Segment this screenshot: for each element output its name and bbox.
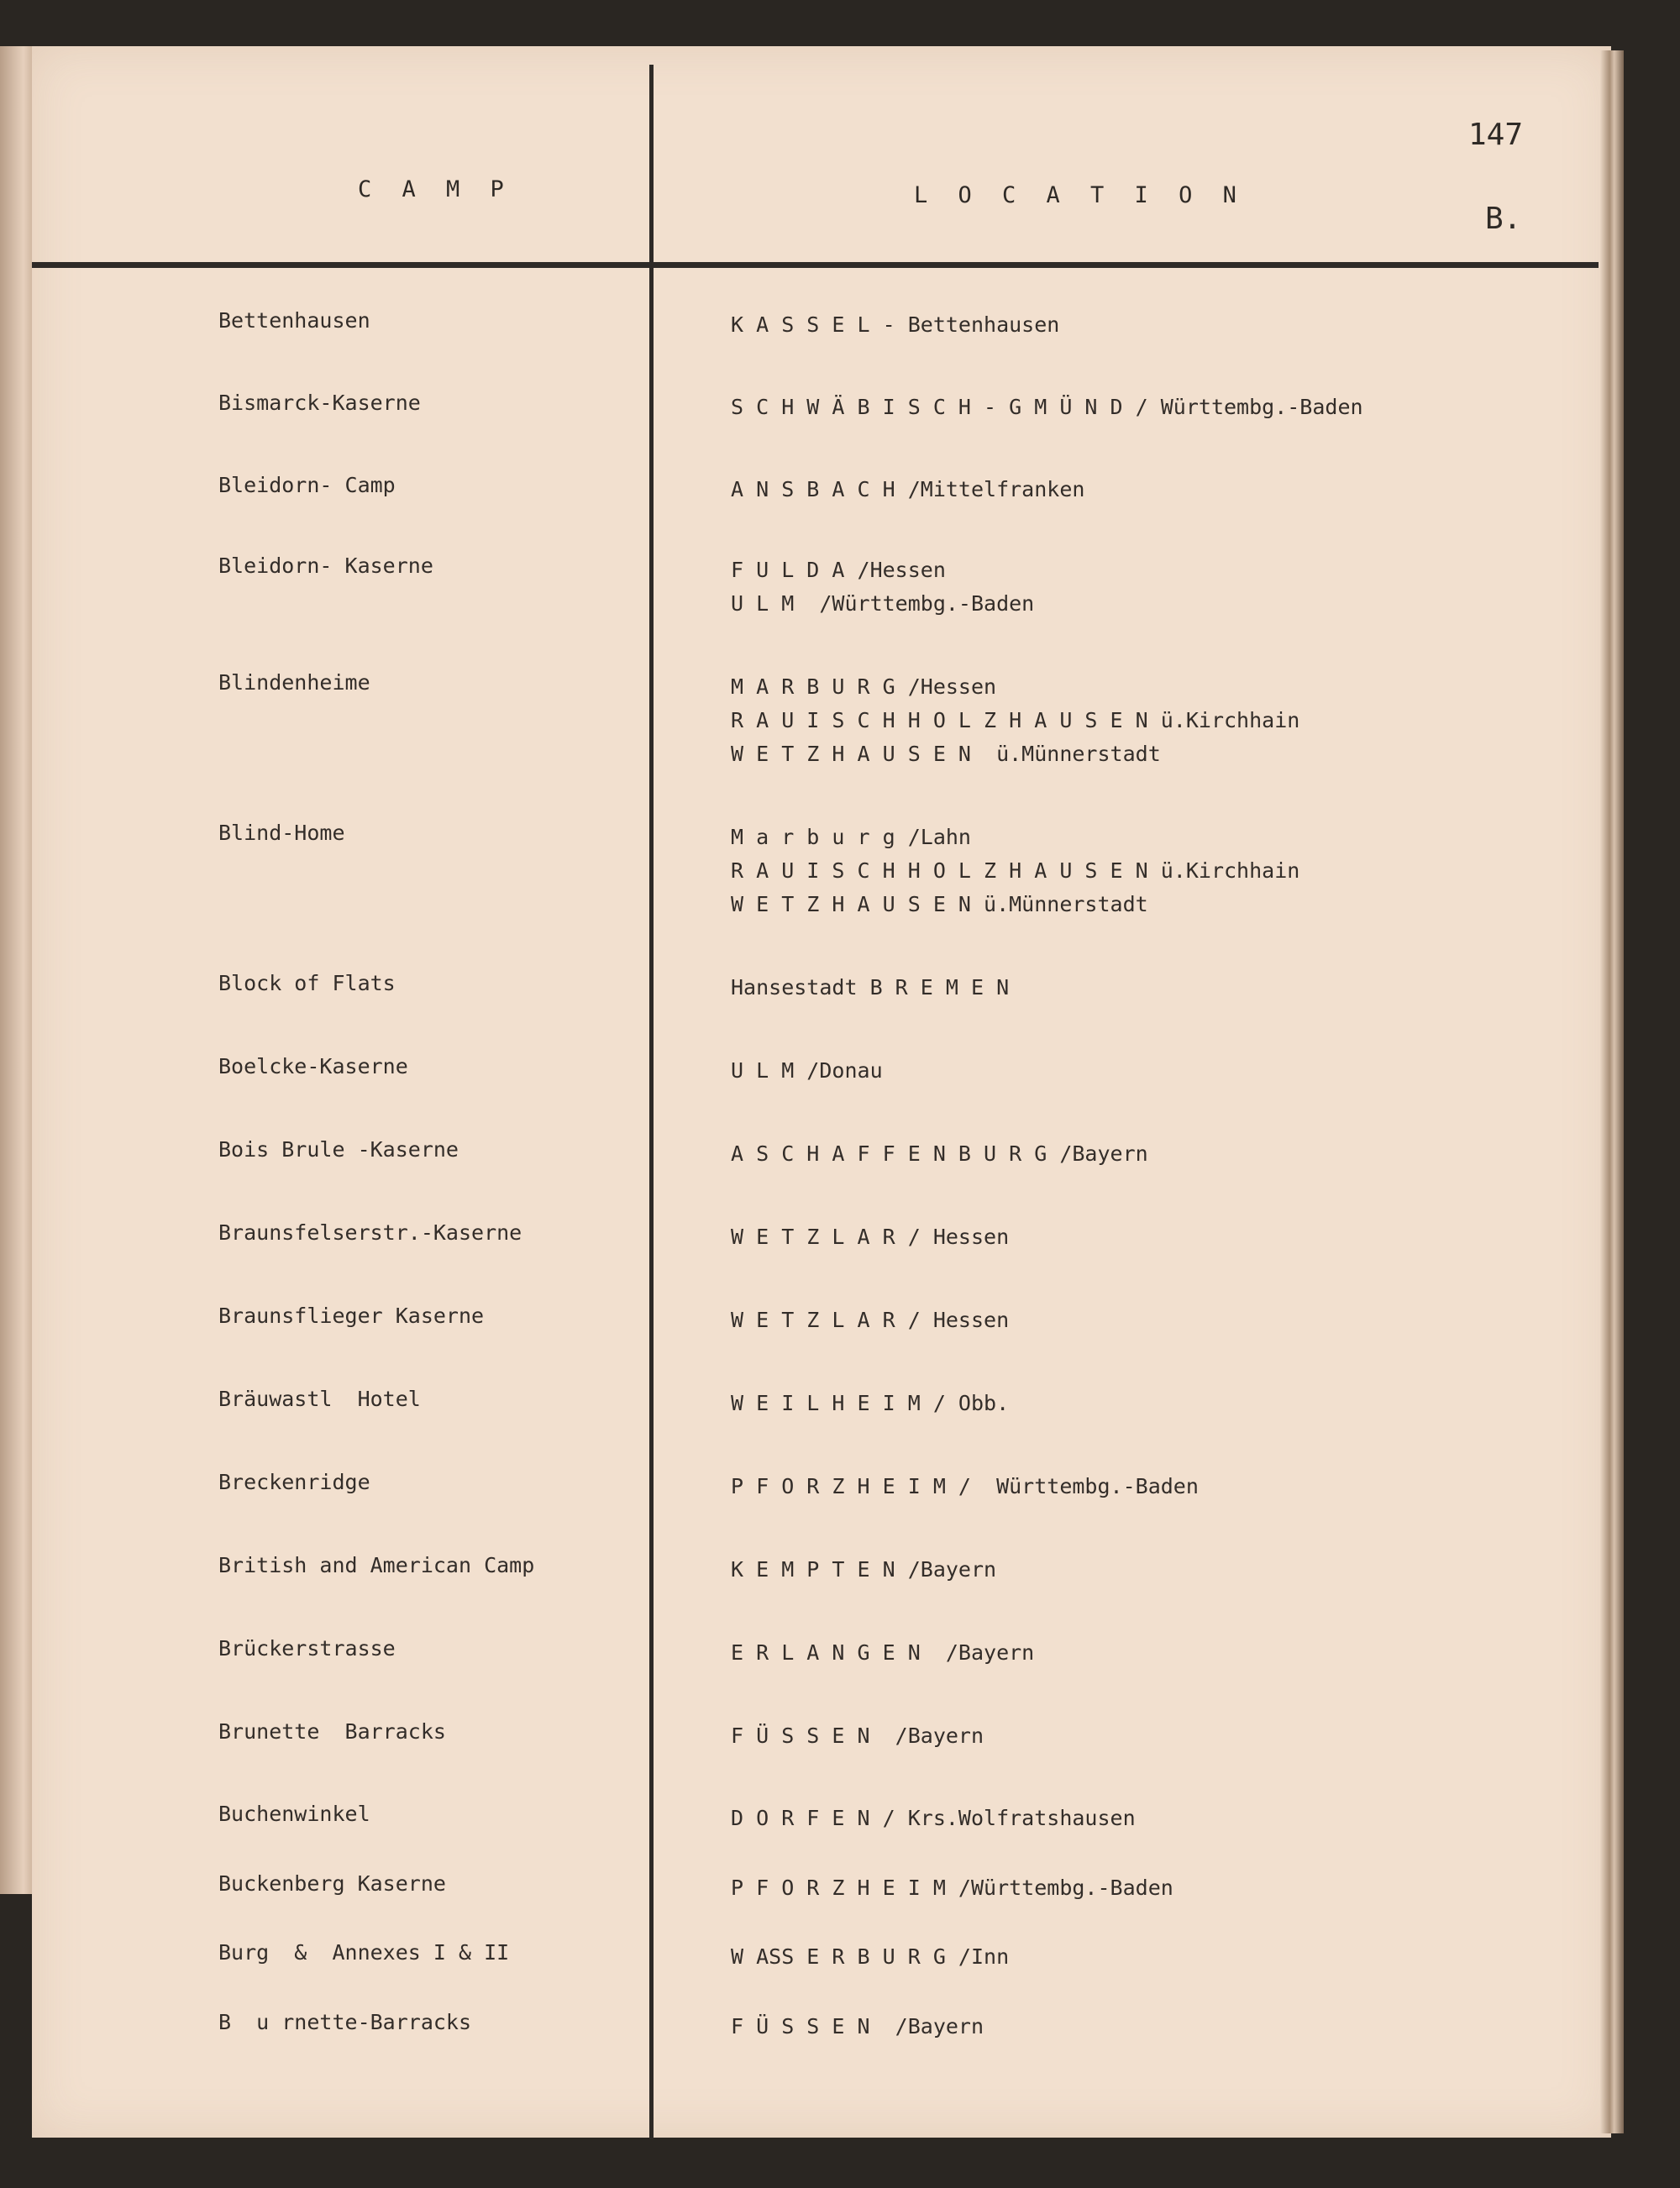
column-divider xyxy=(649,65,654,2139)
camp-name: Blind-Home xyxy=(218,821,345,845)
camp-name: Buchenwinkel xyxy=(218,1802,370,1826)
camp-name: Braunsflieger Kaserne xyxy=(218,1304,485,1328)
camp-name: Blindenheime xyxy=(218,670,370,695)
camp-name: Bettenhausen xyxy=(218,308,370,333)
camp-location: E R L A N G E N /Bayern xyxy=(731,1640,1035,1665)
camp-name: B u rnette-Barracks xyxy=(218,2010,472,2034)
camp-location: Hansestadt B R E M E N xyxy=(731,975,1010,1000)
camp-name: Boelcke-Kaserne xyxy=(218,1054,408,1078)
camp-name: Block of Flats xyxy=(218,971,396,995)
camp-column-header: C A M P xyxy=(358,176,512,202)
camp-name: Brückerstrasse xyxy=(218,1636,396,1661)
camp-location: F Ü S S E N /Bayern xyxy=(731,2014,984,2038)
camp-name: Bräuwastl Hotel xyxy=(218,1387,421,1411)
camp-location: W E T Z L A R / Hessen xyxy=(731,1308,1010,1332)
camp-location: S C H W Ä B I S C H - G M Ü N D / Württembg.-Baden xyxy=(731,395,1363,419)
location-column-header: L O C A T I O N xyxy=(914,182,1245,208)
camp-name: Bismarck-Kaserne xyxy=(218,391,421,415)
document-page xyxy=(32,46,1611,2138)
section-letter: B. xyxy=(1485,202,1522,236)
camp-name: Bleidorn- Kaserne xyxy=(218,554,433,578)
camp-location: W E I L H E I M / Obb. xyxy=(731,1391,1010,1415)
camp-location: P F O R Z H E I M /Württembg.-Baden xyxy=(731,1876,1173,1900)
page-number: 147 xyxy=(1468,118,1524,152)
camp-name: British and American Camp xyxy=(218,1553,535,1577)
camp-name: Breckenridge xyxy=(218,1470,370,1494)
camp-name: Buckenberg Kaserne xyxy=(218,1871,446,1896)
camp-location: W E T Z L A R / Hessen xyxy=(731,1225,1010,1249)
page-stack-edge xyxy=(1600,50,1624,2133)
camp-location: W ASS E R B U R G /Inn xyxy=(731,1944,1010,1969)
camp-location: D O R F E N / Krs.Wolfratshausen xyxy=(731,1806,1136,1830)
camp-location: K E M P T E N /Bayern xyxy=(731,1557,997,1582)
camp-name: Burg & Annexes I & II xyxy=(218,1940,510,1965)
camp-location: M A R B U R G /Hessen R A U I S C H H O L Z H A U S E N ü.Kirchhain W E T Z H A U S E N ü.Münnerstadt xyxy=(731,674,1300,766)
camp-location: M a r b u r g /Lahn R A U I S C H H O L Z H A U S E N ü.Kirchhain W E T Z H A U S E N ü.Münnerstadt xyxy=(731,825,1300,916)
left-page-edge xyxy=(0,46,34,1894)
header-rule xyxy=(32,262,1599,268)
camp-location: P F O R Z H E I M / Württembg.-Baden xyxy=(731,1474,1199,1498)
camp-name: Braunsfelserstr.-Kaserne xyxy=(218,1220,522,1245)
camp-location: U L M /Donau xyxy=(731,1058,883,1083)
camp-name: Bleidorn- Camp xyxy=(218,473,396,497)
camp-location: A S C H A F F E N B U R G /Bayern xyxy=(731,1141,1148,1166)
camp-location: A N S B A C H /Mittelfranken xyxy=(731,477,1085,501)
camp-name: Bois Brule -Kaserne xyxy=(218,1137,459,1162)
camp-location: K A S S E L - Bettenhausen xyxy=(731,312,1060,337)
camp-location: F Ü S S E N /Bayern xyxy=(731,1724,984,1748)
camp-name: Brunette Barracks xyxy=(218,1719,446,1744)
camp-location: F U L D A /Hessen U L M /Württembg.-Baden xyxy=(731,558,1035,616)
